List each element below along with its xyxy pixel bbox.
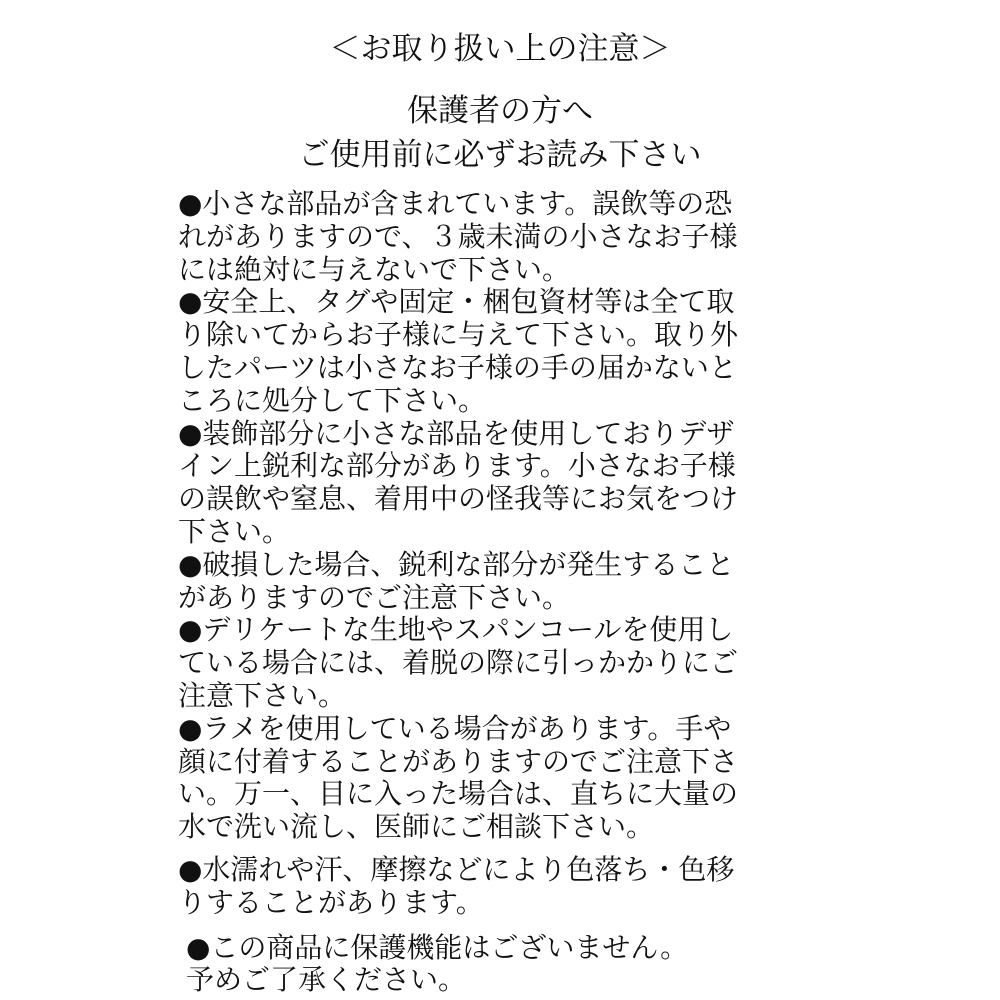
- body-line: ●小さな部品が含まれています。誤飲等の恐: [178, 187, 733, 220]
- body-line: ●デリケートな生地やスパンコールを使用し: [178, 613, 734, 646]
- body-line: がありますのでご注意下さい。: [178, 581, 571, 614]
- body-line: ころに処分して下さい。: [178, 384, 487, 417]
- body-line: 水で洗い流し、医師にご相談下さい。: [178, 810, 655, 843]
- body-line: の誤飲や窒息、着用中の怪我等にお気をつけ: [178, 482, 739, 515]
- body-line: 下さい。: [178, 515, 291, 548]
- body-line: りすることがあります。: [178, 886, 484, 919]
- body-line: したパーツは小さなお子様の手の届かないと: [178, 351, 737, 384]
- body-line: ●装飾部分に小さな部品を使用しておりデザ: [178, 417, 735, 450]
- subtitle-line: ご使用前に必ずお読み下さい: [298, 137, 702, 173]
- body-line: ●安全上、タグや固定・梱包資材等は全て取: [178, 285, 735, 318]
- body-line: イン上鋭利な部分があります。小さなお子様: [178, 449, 736, 482]
- body-line: り除いてからお子様に与えて下さい。取り外: [178, 318, 739, 351]
- body-line: ●破損した場合、鋭利な部分が発生すること: [178, 548, 735, 581]
- body-line: ●この商品に保護機能はございません。: [186, 931, 689, 964]
- body-line: 顔に付着することがありますのでご注意下さ: [178, 745, 739, 778]
- body-line: 注意下さい。: [178, 679, 347, 712]
- body-line: 予めご了承ください。: [186, 963, 467, 996]
- body-line: れがありますので、３歳未満の小さなお子様: [178, 220, 738, 253]
- subtitle-line: 保護者の方へ: [407, 93, 593, 129]
- body-line: ている場合には、着脱の際に引っかかりにご: [178, 646, 739, 679]
- body-line: い。万一、目に入った場合は、直ちに大量の: [178, 777, 739, 810]
- body-line: には絶対に与えないで下さい。: [178, 253, 571, 286]
- body-line: ●水濡れや汗、摩擦などにより色落ち・色移: [178, 853, 735, 886]
- body-line: ●ラメを使用している場合があります。手や: [178, 712, 732, 745]
- notice-title: ＜お取り扱い上の注意＞: [329, 31, 671, 67]
